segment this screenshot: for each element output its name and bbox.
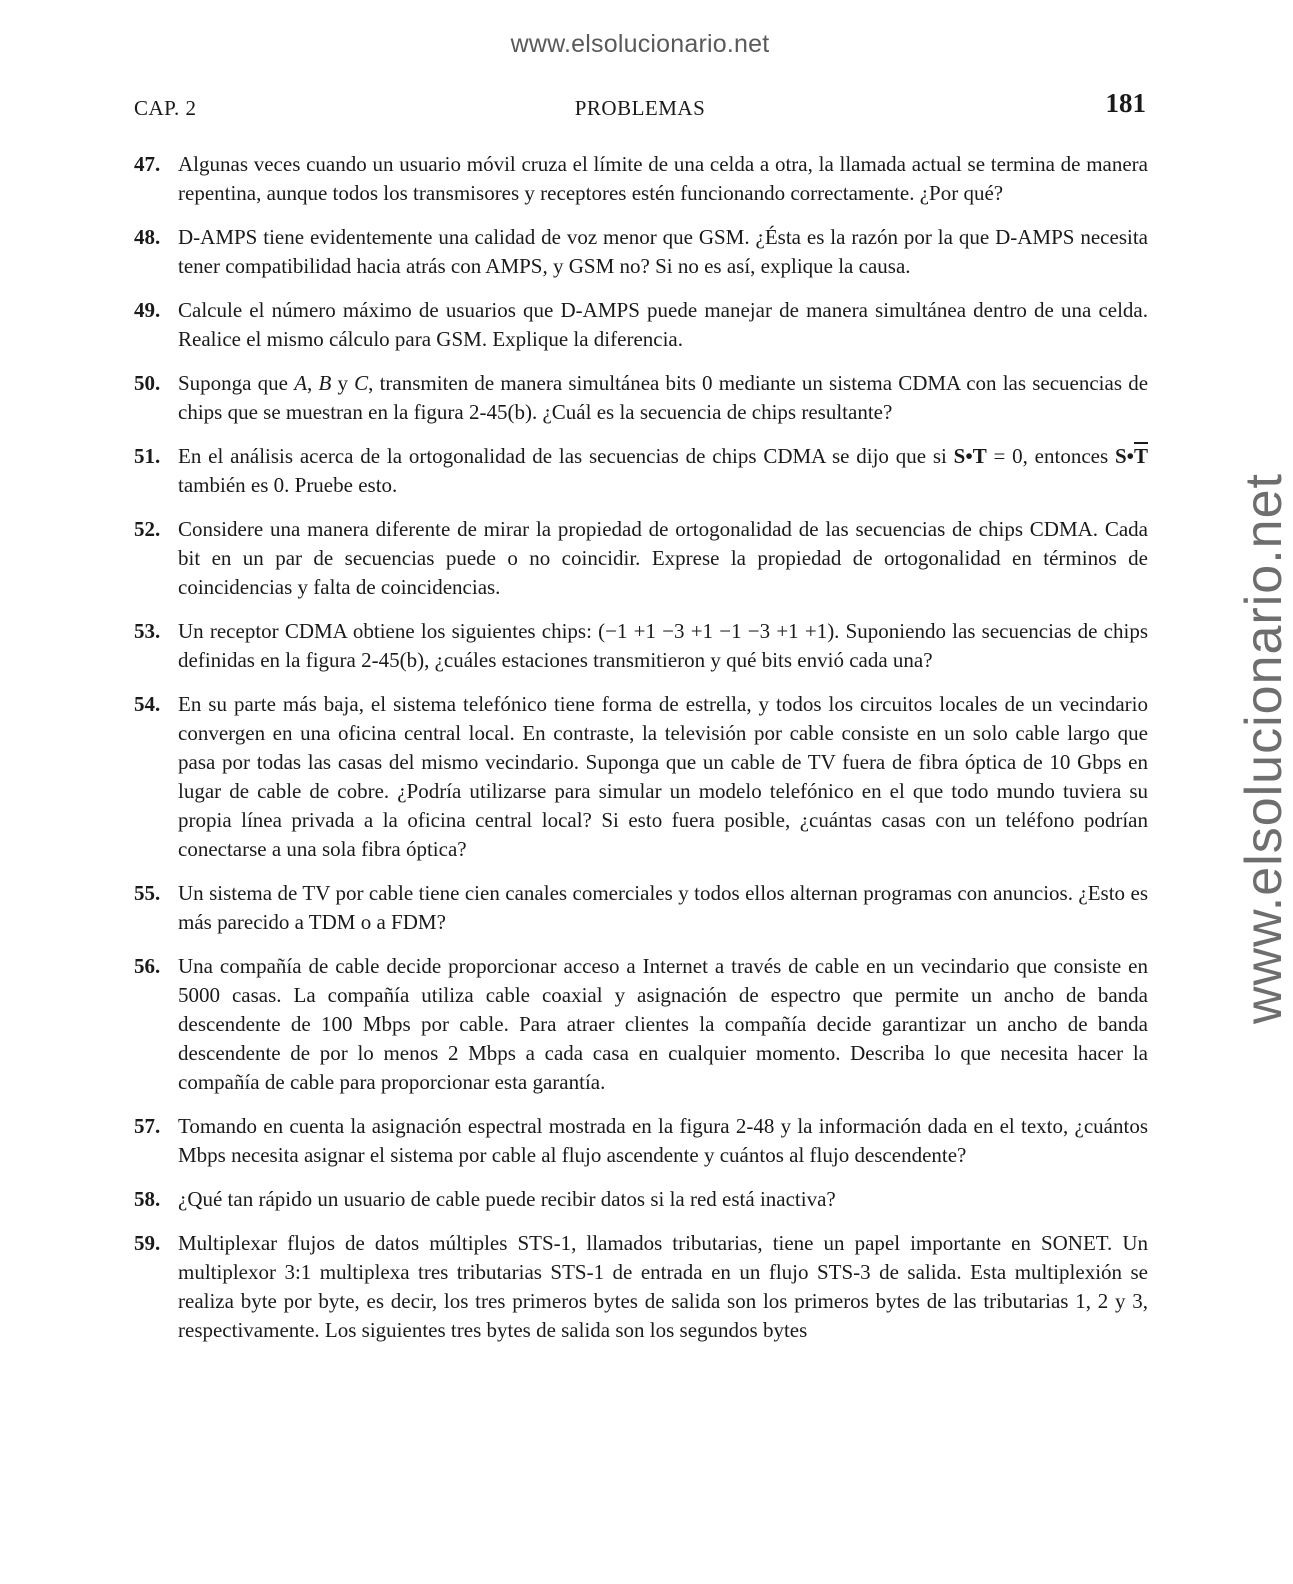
problem-item	[134, 879, 1148, 937]
problem-text	[178, 371, 1148, 424]
problem-text-overlined: $\overline{T}$	[1133, 444, 1148, 468]
problem-text	[178, 881, 1148, 934]
problem-number: 56.	[134, 954, 161, 978]
problem-item	[134, 369, 1148, 427]
problem-text	[178, 517, 1148, 599]
problem-item	[134, 150, 1148, 208]
problem-text-segment: y	[331, 371, 355, 395]
problem-item	[134, 1185, 1148, 1214]
problem-text	[178, 298, 1148, 351]
problem-text	[178, 954, 1148, 1094]
problem-text-segment: Suponga que	[178, 371, 295, 395]
running-head	[134, 88, 1146, 124]
problem-text-segment: Un receptor CDMA obtiene los siguientes chips: (−1 +1 −3 +1 −1 −3 +1 +1). Suponiendo las secuencias de chips definidas en la figura 2-45(b), ¿cuáles estaciones transmitieron y qué bits envió cada una?	[178, 619, 1148, 672]
problem-number: 47.	[134, 152, 161, 176]
problem-item	[134, 515, 1148, 602]
watermark-url-side: www.elsolucionario.net	[1235, 473, 1293, 1024]
problem-number: 55.	[134, 881, 161, 905]
problem-item	[134, 690, 1148, 864]
problem-text-segment: Una compañía de cable decide proporcionar acceso a Internet a través de cable en un vecindario que consiste en 5000 casas. La compañía utiliza cable coaxial y asignación de espectro que permite un ancho de banda descendente de 100 Mbps por cable. Para atraer clientes la compañía decide garantizar un ancho de banda descendente de por lo menos 2 Mbps a cada casa en cualquier momento. Describa lo que necesita hacer la compañía de cable para proporcionar esta garantía.	[178, 954, 1148, 1094]
problem-text	[178, 692, 1148, 861]
problem-item	[134, 952, 1148, 1097]
problem-text-segment: también es 0. Pruebe esto.	[178, 473, 398, 497]
problem-number: 51.	[134, 444, 161, 468]
problem-text-segment: Un sistema de TV por cable tiene cien canales comerciales y todos ellos alternan programas con anuncios. ¿Esto es más parecido a TDM o a FDM?	[178, 881, 1148, 934]
problem-text	[178, 152, 1148, 205]
problem-text-segment: ,	[307, 371, 319, 395]
problem-number: 54.	[134, 692, 161, 716]
problem-text	[178, 225, 1148, 278]
problem-text-segment: En su parte más baja, el sistema telefónico tiene forma de estrella, y todos los circuitos locales de un vecindario convergen en una oficina central local. En contraste, la televisión por cable consiste en un solo cable largo que pasa por todas las casas del mismo vecindario. Suponga que un cable de TV fuera de fibra óptica de 10 Gbps en lugar de cable de cobre. ¿Podría utilizarse para simular un modelo telefónico en el que todo mundo tuviera su propia línea privada a la oficina central local? Si esto fuera posible, ¿cuántas casas con un teléfono podrían conectarse a una sola fibra óptica?	[178, 692, 1148, 861]
problem-text	[178, 1114, 1148, 1167]
problem-number: 50.	[134, 371, 161, 395]
problem-item	[134, 617, 1148, 675]
problem-item	[134, 1229, 1148, 1345]
chapter-label: CAP. 2	[134, 96, 197, 120]
problem-text	[178, 1187, 836, 1211]
problem-number: 53.	[134, 619, 161, 643]
problem-number: 58.	[134, 1187, 161, 1211]
problem-text-segment: = 0, entonces	[986, 444, 1115, 468]
problem-number: 57.	[134, 1114, 161, 1138]
section-title: PROBLEMAS	[574, 96, 706, 120]
problem-text-segment: D-AMPS tiene evidentemente una calidad de voz menor que GSM. ¿Ésta es la razón por la que D-AMPS necesita tener compatibilidad hacia atrás con AMPS, y GSM no? Si no es así, explique la causa.	[178, 225, 1148, 278]
problem-text	[178, 619, 1148, 672]
problem-number: 49.	[134, 298, 161, 322]
problem-item	[134, 442, 1148, 500]
problem-number: 48.	[134, 225, 161, 249]
problem-text-bold: S•	[1114, 444, 1134, 468]
problem-text-italic: A	[294, 371, 308, 395]
problem-number: 59.	[134, 1231, 161, 1255]
problem-text-segment: Considere una manera diferente de mirar la propiedad de ortogonalidad de las secuencias de chips CDMA. Cada bit en un par de secuencias puede o no coincidir. Exprese la propiedad de ortogonalidad en términos de coincidencias y falta de coincidencias.	[178, 517, 1148, 599]
problem-text-segment: , transmiten de manera simultánea bits 0 mediante un sistema CDMA con las secuencias de chips que se muestran en la figura 2-45(b). ¿Cuál es la secuencia de chips resultante?	[178, 371, 1149, 424]
problem-item	[134, 223, 1148, 281]
problem-text-segment: ¿Qué tan rápido un usuario de cable puede recibir datos si la red está inactiva?	[178, 1187, 836, 1211]
page-number: 181	[1105, 88, 1146, 118]
problem-text-italic: C	[354, 371, 369, 395]
problem-text-segment: En el análisis acerca de la ortogonalidad de las secuencias de chips CDMA se dijo que si	[178, 444, 954, 468]
problem-text	[178, 444, 1148, 497]
problem-text-segment: Multiplexar flujos de datos múltiples STS-1, llamados tributarias, tiene un papel importante en SONET. Un multiplexor 3:1 multiplexa tres tributarias STS-1 de entrada en un flujo STS-3 de salida. Esta multiplexión se realiza byte por byte, es decir, los tres primeros bytes de salida son los primeros bytes de las tributarias 1, 2 y 3, respectivamente. Los siguientes tres bytes de salida son los segundos bytes	[178, 1231, 1148, 1342]
problem-text-segment: Tomando en cuenta la asignación espectral mostrada en la figura 2-48 y la información dada en el texto, ¿cuántos Mbps necesita asignar el sistema por cable al flujo ascendente y cuántos al flujo descendente?	[178, 1114, 1148, 1167]
problem-text-italic: B	[318, 371, 332, 395]
problem-text-segment: Algunas veces cuando un usuario móvil cruza el límite de una celda a otra, la llamada actual se termina de manera repentina, aunque todos los transmisores y receptores estén funcionando correctamente. ¿Por qué?	[178, 152, 1148, 205]
problem-item	[134, 1112, 1148, 1170]
problem-text-bold: S•T	[953, 444, 987, 468]
problem-item	[134, 296, 1148, 354]
problem-number: 52.	[134, 517, 161, 541]
problem-text-segment: Calcule el número máximo de usuarios que D-AMPS puede manejar de manera simultánea dentro de una celda. Realice el mismo cálculo para GSM. Explique la diferencia.	[178, 298, 1148, 351]
problem-list	[134, 150, 1148, 1360]
watermark-url-top: www.elsolucionario.net	[510, 30, 770, 58]
problem-text	[178, 1231, 1148, 1342]
